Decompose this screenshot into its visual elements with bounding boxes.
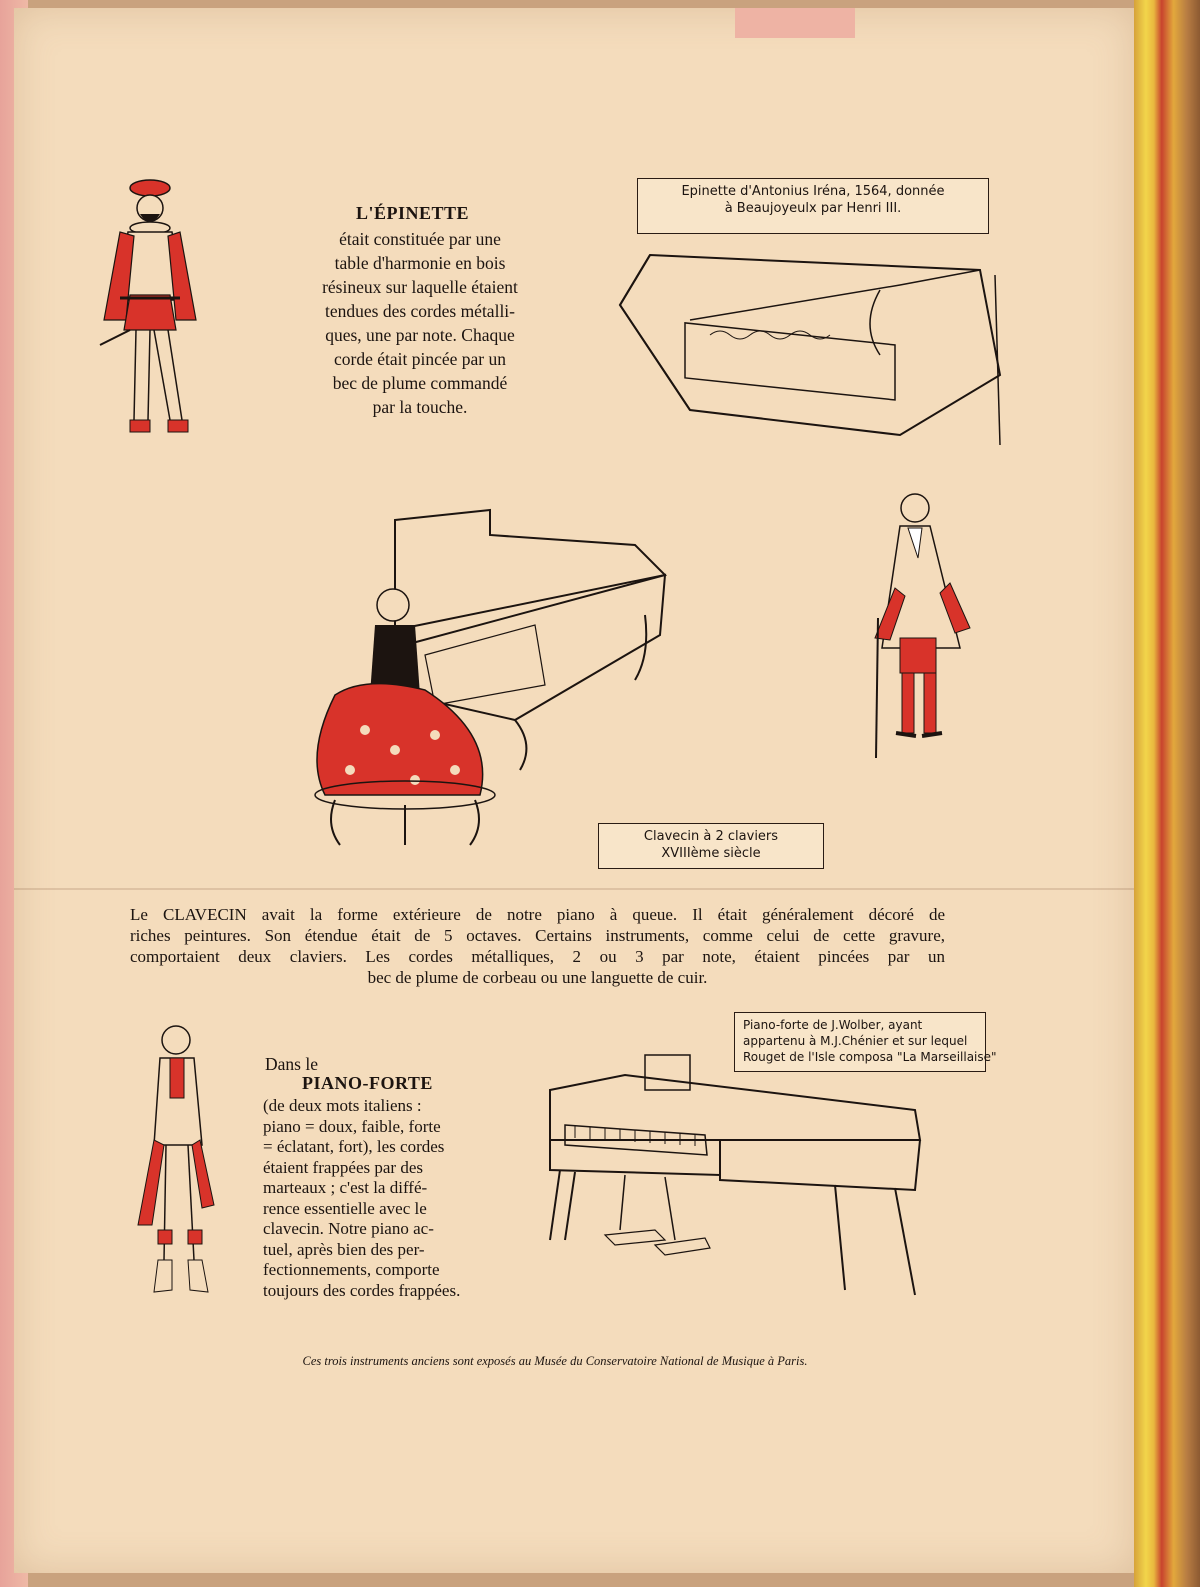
pianoforte-caption-line: appartenu à M.J.Chénier et sur lequel xyxy=(743,1034,968,1048)
epinette-line: table d'harmonie en bois xyxy=(334,253,506,273)
clavecin-line: riches peintures. Son étendue était de 5 octaves. Certains instruments, comme celui de cette gravure, xyxy=(130,926,945,945)
pianoforte-line: piano = doux, faible, forte xyxy=(263,1116,441,1136)
clavecin-caption-line: XVIIIème siècle xyxy=(661,846,761,861)
clavecin-caption xyxy=(598,823,824,869)
officer-illustration xyxy=(130,1020,230,1300)
clavecin-line: comportaient deux claviers. Les cordes métalliques, 2 ou 3 par note, étaient pincées par un xyxy=(130,947,945,966)
clavecin-illustration xyxy=(305,505,675,850)
pianoforte-line: marteaux ; c'est la diffé- xyxy=(263,1178,428,1197)
epinette-caption-line: à Beaujoyeulx par Henri III. xyxy=(724,201,902,216)
epinette-caption-line: Epinette d'Antonius Iréna, 1564, donnée xyxy=(681,184,945,199)
pianoforte-line: fectionnements, comporte xyxy=(263,1260,440,1279)
epinette-line: tendues des cordes métalli- xyxy=(324,301,515,321)
pianoforte-illustration xyxy=(545,1050,930,1300)
book-spine xyxy=(1134,0,1200,1587)
pianoforte-line: tuel, après bien des per- xyxy=(263,1239,425,1259)
epinette-line: corde était pincée par un xyxy=(334,349,506,369)
clavecin-caption-line: Clavecin à 2 claviers xyxy=(643,829,779,844)
pianoforte-line: (de deux mots italiens : xyxy=(263,1096,422,1115)
clavecin-description xyxy=(130,904,945,988)
footer-note: Ces trois instruments anciens sont exposés au Musée du Conservatoire National de Musique à Paris. xyxy=(302,1354,808,1368)
pianoforte-description xyxy=(263,1096,491,1301)
epinette-line: résineux sur laquelle étaient xyxy=(322,277,518,297)
pianoforte-line: toujours des cordes frappées. xyxy=(263,1280,461,1300)
epinette-description xyxy=(300,227,540,419)
pianoforte-line: rence essentielle avec le xyxy=(263,1198,427,1218)
epinette-line: bec de plume commandé xyxy=(332,373,508,393)
clavecin-line: Le CLAVECIN avait la forme extérieure de notre piano à queue. Il était généralement décoré de xyxy=(130,905,945,924)
epinette-title: L'ÉPINETTE xyxy=(356,203,470,223)
pianoforte-title: PIANO-FORTE xyxy=(302,1073,433,1093)
epinette-line: ques, une par note. Chaque xyxy=(325,325,515,345)
pianoforte-line: étaient frappées par des xyxy=(263,1157,423,1177)
pianoforte-line: = éclatant, fort), les cordes xyxy=(263,1137,445,1156)
epinette-caption xyxy=(637,178,989,234)
pianoforte-caption-line: Piano-forte de J.Wolber, ayant xyxy=(743,1018,923,1032)
torn-paper-top xyxy=(735,8,855,38)
gentleman-18th-century-illustration xyxy=(860,488,985,763)
renaissance-man-illustration xyxy=(90,170,220,450)
pianoforte-line: clavecin. Notre piano ac- xyxy=(263,1219,434,1238)
epinette-line: était constituée par une xyxy=(339,229,501,249)
pianoforte-caption-line: Rouget de l'Isle composa "La Marseillaise" xyxy=(743,1050,997,1064)
pianoforte-intro: Dans le xyxy=(265,1054,318,1074)
page-fold xyxy=(14,888,1134,890)
epinette-illustration xyxy=(610,245,1010,450)
epinette-line: par la touche. xyxy=(372,397,468,417)
clavecin-line: bec de plume de corbeau ou une languette de cuir. xyxy=(367,968,708,987)
